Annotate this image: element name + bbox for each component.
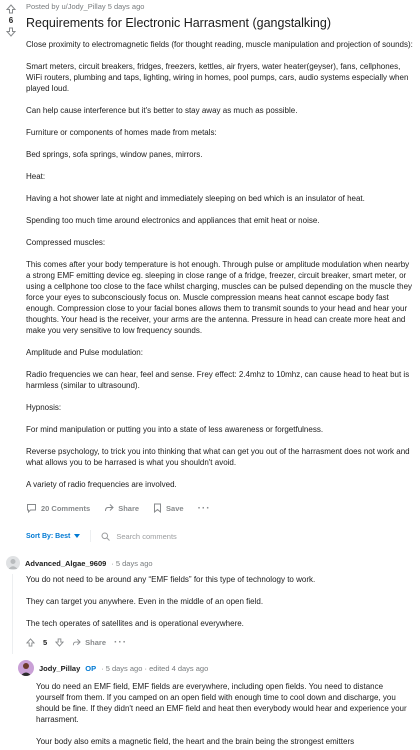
post-paragraph: Amplitude and Pulse modulation: [26, 348, 143, 357]
comment-paragraph: They can target you anywhere. Even in the middle of an open field. [26, 597, 264, 606]
thread-line[interactable] [12, 574, 13, 654]
post-paragraph: Spending too much time around electronics and appliances that emit heat or noise. [26, 216, 320, 225]
post-paragraph: Bed springs, sofa springs, window panes, mirrors. [26, 150, 203, 159]
post-paragraph: Can help cause interference but it's better to stay away as much as possible. [26, 106, 298, 115]
comment-more-button[interactable]: ··· [114, 637, 128, 648]
post-paragraph: Compressed muscles: [26, 238, 106, 247]
post-paragraph: Having a hot shower late at night and immediately sleeping on bed which is an insulator of heat. [26, 194, 365, 203]
post-paragraph: Hypnosis: [26, 403, 62, 412]
post-paragraph: Close proximity to electromagnetic fields (for thought reading, muscle manipulation and projection of sounds): [26, 40, 413, 49]
comment-reply [18, 660, 414, 750]
post-paragraph: Reverse psychology, to trick you into thinking that what can get you out of the harrasment does not work and what allows you to be harrased is what you shouldn't avoid. [26, 447, 410, 467]
post-action-bar [26, 500, 414, 516]
comment [6, 556, 414, 648]
comment-paragraph: You do not need to be around any “EMF fields” for this type of technology to work. [26, 575, 316, 584]
post-paragraph: This comes after your body temperature is hot enough. Through pulse or amplitude modulation when nearby a strong EMF emitting device eg. sleeping in close range of a fridge, freezer, circuit breaker, smart meter, or using a cellphone too close to the face whilst charging, muscles can be pulsed depending on the muscle they force your eyes to subconsciously focus on. Muscle compression means heat cannot escape body fast enough. Compression close to your facial bones allows them to transmit sounds to your head and hear your thoughts. Your head is the receiver, your arms are the antenna. Pressure in head can create more heat and make you very sensitive to low frequency sounds. [26, 260, 413, 335]
comment-paragraph: Your body also emits a magnetic field, the heart and the brain being the strongest emitters [36, 737, 355, 746]
comments-count-label: 20 Comments [41, 503, 91, 513]
user-icon [6, 556, 20, 570]
user-icon [18, 660, 34, 676]
post-vote-column [0, 4, 22, 37]
comment-body [26, 574, 414, 629]
upvote-icon[interactable] [6, 4, 16, 14]
comment-share-label: Share [85, 638, 107, 647]
avatar[interactable] [6, 556, 20, 570]
comment-sort-row [26, 528, 414, 544]
share-button[interactable] [104, 503, 139, 513]
sort-label: Sort By: Best [26, 532, 71, 540]
post-paragraph: Furniture or components of homes made from metals: [26, 128, 217, 137]
bookmark-icon [153, 503, 162, 513]
search-icon [101, 532, 110, 541]
more-options-button[interactable]: ··· [197, 502, 211, 514]
comment-share-button[interactable] [72, 638, 106, 647]
post-vote-count: 6 [8, 16, 14, 25]
post-paragraph: Radio frequencies we can hear, feel and sense. Frey effect: 2.4mhz to 10mhz, can cause head to heat but is harmless (similar to ultrasound). [26, 370, 410, 390]
caret-down-icon [74, 534, 80, 538]
comment-body [36, 681, 408, 747]
comment-actions [26, 637, 414, 648]
sort-dropdown[interactable] [26, 533, 80, 540]
downvote-icon[interactable] [6, 27, 16, 37]
avatar[interactable] [18, 660, 34, 676]
post-title[interactable]: Requirements for Electronic Harrasment (gangstalking) [26, 16, 331, 30]
comment-search[interactable] [101, 532, 176, 541]
comment-author[interactable]: Advanced_Algae_9609 [25, 558, 107, 568]
post-meta[interactable]: Posted by u/Jody_Pillay 5 days ago [26, 2, 145, 11]
post-paragraph: For mind manipulation or putting you into a state of less awareness or forgetfulness. [26, 425, 324, 434]
save-label: Save [166, 503, 184, 513]
share-icon [72, 638, 81, 647]
downvote-icon[interactable] [55, 638, 64, 647]
comment-icon [26, 503, 37, 513]
search-comments-input[interactable]: Search comments [116, 531, 177, 541]
post-paragraph: A variety of radio frequencies are involved. [26, 480, 177, 489]
comment-time[interactable]: · 5 days ago [111, 558, 153, 568]
save-button[interactable] [153, 503, 184, 513]
comment-time[interactable]: · 5 days ago · edited 4 days ago [101, 663, 209, 673]
post-paragraph: Heat: [26, 172, 46, 181]
post-paragraph: Smart meters, circuit breakers, fridges, freezers, kettles, air fryers, water heater(geyser), fans, cellphones, WiFi routers, plumbing and taps, lighting, wiring in homes, pool pumps, cars, audio systems especially when played loud. [26, 62, 409, 93]
comment-author[interactable]: Jody_Pillay [39, 663, 81, 673]
post-body [26, 2, 414, 544]
comment-vote-count: 5 [43, 638, 48, 647]
comments-button[interactable] [26, 503, 90, 513]
comment-paragraph: You do need an EMF field, EMF fields are everywhere, including open fields. You need to distance yourself from them. If you camped on an open field with enough time to cool down and discharge, you should be fine. If they didn't need an EMF field and heat then everybody would hear and experience your harrasment. [36, 682, 407, 724]
share-label: Share [118, 503, 140, 513]
upvote-icon[interactable] [26, 638, 35, 647]
comment-paragraph: The tech operates of satellites and is operational everywhere. [26, 619, 244, 628]
divider [90, 530, 91, 542]
share-icon [104, 503, 114, 513]
post-content [26, 39, 414, 490]
op-badge: OP [85, 663, 97, 673]
